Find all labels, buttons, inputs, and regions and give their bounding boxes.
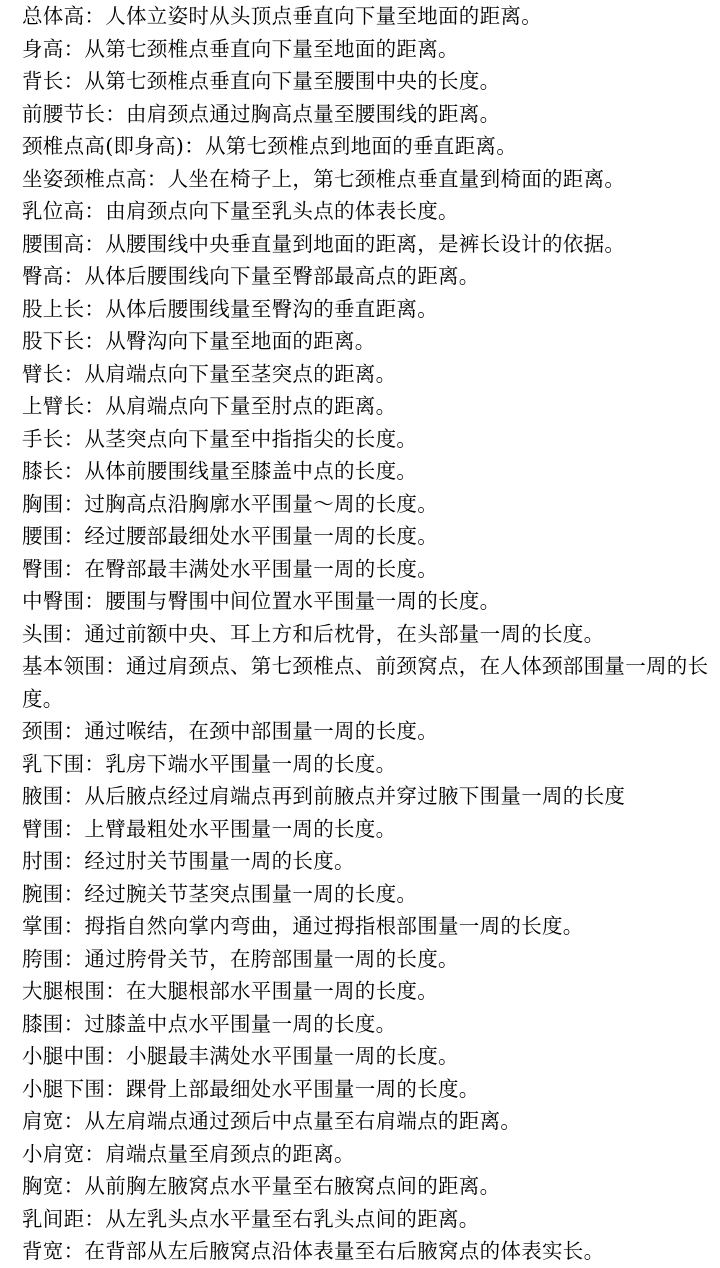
entry-back-width xyxy=(22,1235,720,1268)
term: 胸宽： xyxy=(22,1174,85,1198)
entry-head-girth xyxy=(22,618,720,651)
definition: 从茎突点向下量至中指指尖的长度。 xyxy=(84,426,418,451)
term: 膝围： xyxy=(22,1011,85,1036)
definition: 从腰围线中央垂直量到地面的距离，是裤长设计的依据。 xyxy=(105,231,626,256)
definition: 从左乳头点水平量至右乳头点间的距离。 xyxy=(105,1206,480,1231)
entry-body-height xyxy=(22,33,720,66)
term: 前腰节长： xyxy=(22,101,126,126)
definition: 从体后腰围线量至臀沟的垂直距离。 xyxy=(105,296,439,321)
definition: 经过腰部最细处水平围量一周的长度。 xyxy=(84,524,439,548)
entry-thigh-girth xyxy=(22,975,720,1008)
definition: 在臀部最丰满处水平围量一周的长度。 xyxy=(84,556,439,581)
definition: 人坐在椅子上，第七颈椎点垂直量到椅面的距离。 xyxy=(167,166,626,191)
entry-knee-length xyxy=(22,455,720,488)
definition: 腰围与臀围中间位置水平围量一周的长度。 xyxy=(105,589,501,613)
entry-back-length xyxy=(22,65,720,98)
definition: 从臀沟向下量至地面的距离。 xyxy=(105,329,376,353)
term: 小腿下围： xyxy=(22,1076,126,1101)
entry-bust-point-height xyxy=(22,195,720,228)
term: 股上长： xyxy=(22,296,106,321)
definition: 从第七颈椎点垂直向下量至地面的距离。 xyxy=(84,36,459,61)
definition: 踝骨上部最细处水平围量一周的长度。 xyxy=(126,1076,480,1101)
definition: 通过前额中央、耳上方和后枕骨，在头部量一周的长度。 xyxy=(84,621,605,646)
entry-base-neck-girth xyxy=(22,650,712,715)
term: 中臀围： xyxy=(22,589,106,613)
term: 腕围： xyxy=(22,881,85,906)
entry-front-waist-length xyxy=(22,98,720,131)
definition: 过胸高点沿胸廓水平围量～周的长度。 xyxy=(84,491,439,516)
entry-shoulder-width xyxy=(22,1105,720,1138)
term: 上臂长： xyxy=(22,394,106,418)
definition: 从第七颈椎点到地面的垂直距离。 xyxy=(205,134,517,158)
entry-bust-point-distance xyxy=(22,1203,720,1236)
entry-cervical-height xyxy=(22,130,720,163)
entry-total-height xyxy=(22,0,720,33)
definition: 从第七颈椎点垂直向下量至腰围中央的长度。 xyxy=(84,69,501,93)
definition: 由肩颈点向下量至乳头点的体表长度。 xyxy=(105,199,459,223)
entry-inseam-length xyxy=(22,325,720,358)
definition: 通过胯骨关节，在胯部围量一周的长度。 xyxy=(84,946,459,971)
term: 腋围： xyxy=(22,784,85,808)
definition: 上臂最粗处水平围量一周的长度。 xyxy=(84,816,397,841)
term: 基本领围： xyxy=(22,654,126,678)
term: 背长： xyxy=(22,69,85,93)
entry-upper-arm-girth xyxy=(22,813,720,846)
entry-hip-height xyxy=(22,260,720,293)
term: 臂长： xyxy=(22,361,85,386)
term: 大腿根围： xyxy=(22,979,126,1003)
definition: 乳房下端水平围量一周的长度。 xyxy=(105,751,397,776)
term: 乳间距： xyxy=(22,1206,106,1231)
term: 股下长： xyxy=(22,329,106,353)
term: 胯围： xyxy=(22,946,85,971)
definition: 从左肩端点通过颈后中点量至右肩端点的距离。 xyxy=(84,1109,522,1133)
entry-arm-length xyxy=(22,358,720,391)
entry-neck-girth xyxy=(22,715,720,748)
definition: 经过肘关节围量一周的长度。 xyxy=(84,849,355,873)
entry-small-shoulder-width xyxy=(22,1138,720,1171)
definition: 从肩端点向下量至茎突点的距离。 xyxy=(84,361,397,386)
entry-hip-joint-girth xyxy=(22,943,720,976)
term: 颈椎点高(即身高)： xyxy=(22,134,205,158)
term: 肩宽： xyxy=(22,1109,85,1133)
entry-chest-width xyxy=(22,1170,720,1203)
definition: 由肩颈点通过胸高点量至腰围线的距离。 xyxy=(126,101,501,126)
definition: 通过肩颈点、第七颈椎点、前颈窝点，在人体颈部围量一周的长度。 xyxy=(22,654,709,711)
definition: 人体立姿时从头顶点垂直向下量至地面的距离。 xyxy=(105,4,543,28)
term: 头围： xyxy=(22,621,85,646)
definition: 过膝盖中点水平围量一周的长度。 xyxy=(84,1011,397,1036)
entry-elbow-girth xyxy=(22,845,720,878)
definition: 从前胸左腋窝点水平量至右腋窝点间的距离。 xyxy=(84,1174,501,1198)
entry-knee-girth xyxy=(22,1008,720,1041)
definition: 肩端点量至肩颈点的距离。 xyxy=(105,1141,355,1166)
term: 乳位高： xyxy=(22,199,106,223)
entry-wrist-girth xyxy=(22,878,720,911)
entry-palm-girth xyxy=(22,910,720,943)
term: 背宽： xyxy=(22,1239,85,1263)
definition: 拇指自然向掌内弯曲，通过拇指根部围量一周的长度。 xyxy=(84,914,584,938)
definition: 从体后腰围线向下量至臀部最高点的距离。 xyxy=(84,264,480,288)
entry-waist-height xyxy=(22,228,720,261)
term: 手长： xyxy=(22,426,85,451)
term: 坐姿颈椎点高： xyxy=(22,166,168,191)
entry-crotch-depth xyxy=(22,293,720,326)
entry-underbust-girth xyxy=(22,748,720,781)
term: 臂围： xyxy=(22,816,85,841)
entry-calf-girth xyxy=(22,1040,720,1073)
term: 掌围： xyxy=(22,914,85,938)
definition: 从体前腰围线量至膝盖中点的长度。 xyxy=(84,459,418,483)
entry-upper-arm-length xyxy=(22,390,720,423)
term: 臀围： xyxy=(22,556,85,581)
term: 颈围： xyxy=(22,719,85,743)
definition: 小腿最丰满处水平围量一周的长度。 xyxy=(126,1044,459,1068)
entry-hand-length xyxy=(22,423,720,456)
entry-sitting-cervical-height xyxy=(22,163,720,196)
term: 膝长： xyxy=(22,459,85,483)
term: 肘围： xyxy=(22,849,85,873)
entry-chest-girth xyxy=(22,488,720,521)
term: 身高： xyxy=(22,36,85,61)
definition: 从肩端点向下量至肘点的距离。 xyxy=(105,394,397,418)
entry-hip-girth xyxy=(22,553,720,586)
entry-middle-hip-girth xyxy=(22,585,720,618)
entry-lower-calf-girth xyxy=(22,1073,720,1106)
term: 小肩宽： xyxy=(22,1141,106,1166)
term: 总体高： xyxy=(22,4,106,28)
term: 臀高： xyxy=(22,264,85,288)
term: 腰围： xyxy=(22,524,85,548)
definition: 通过喉结，在颈中部围量一周的长度。 xyxy=(84,719,439,743)
definition: 在背部从左后腋窝点沿体表量至右后腋窝点的体表实长。 xyxy=(84,1239,605,1263)
definition: 从后腋点经过肩端点再到前腋点并穿过腋下围量一周的长度 xyxy=(84,784,626,808)
entry-armhole-girth xyxy=(22,780,720,813)
entry-waist-girth xyxy=(22,520,720,553)
definition: 经过腕关节茎突点围量一周的长度。 xyxy=(84,881,418,906)
term: 乳下围： xyxy=(22,751,106,776)
term: 胸围： xyxy=(22,491,85,516)
term: 小腿中围： xyxy=(22,1044,126,1068)
definition: 在大腿根部水平围量一周的长度。 xyxy=(126,979,438,1003)
term: 腰围高： xyxy=(22,231,106,256)
